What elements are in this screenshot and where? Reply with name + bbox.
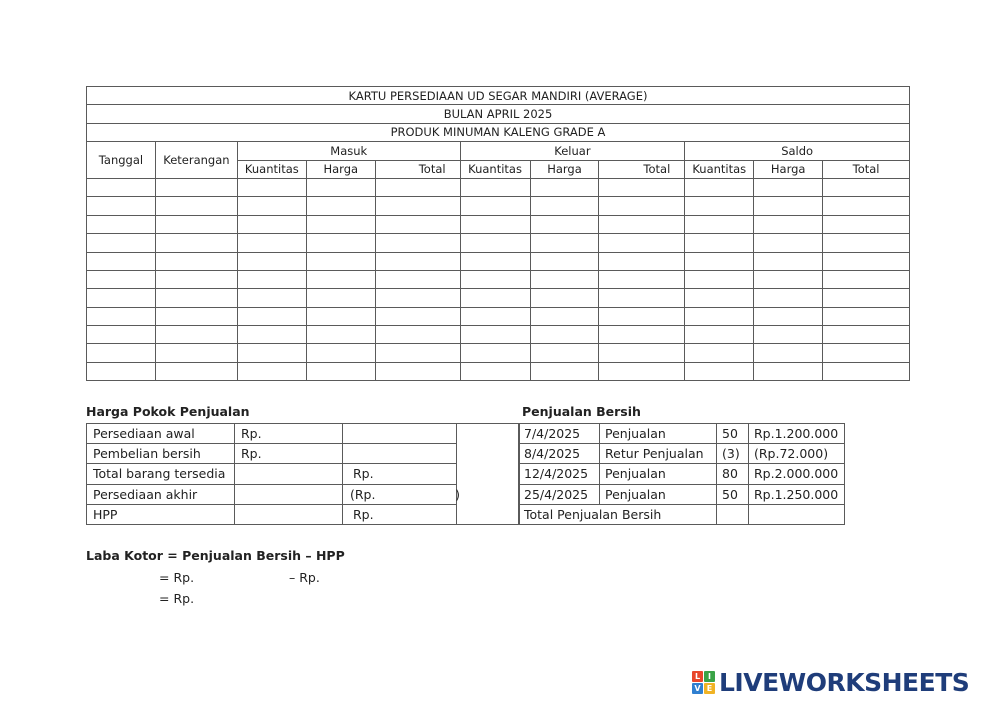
penjualan-desc: Penjualan — [600, 464, 717, 484]
laba-kotor-title: Laba Kotor = Penjualan Bersih – HPP — [86, 548, 345, 563]
hpp-label: Persediaan akhir — [87, 484, 235, 504]
hpp-row-persediaan-awal — [87, 424, 520, 444]
entry-cell[interactable] — [823, 270, 910, 288]
hpp-value-1[interactable] — [235, 504, 343, 524]
entry-cell[interactable] — [460, 307, 530, 325]
card-title: KARTU PERSEDIAAN UD SEGAR MANDIRI (AVERAGE) — [87, 87, 910, 105]
entry-cell[interactable] — [685, 215, 754, 233]
entry-cell[interactable] — [823, 252, 910, 270]
penjualan-qty: 50 — [717, 484, 749, 504]
hpp-table — [86, 423, 520, 525]
header-masuk-total: Total — [375, 160, 460, 178]
header-keterangan: Keterangan — [155, 142, 237, 179]
entry-cell[interactable] — [754, 344, 823, 362]
hpp-value-1[interactable] — [235, 464, 343, 484]
hpp-row-persediaan-akhir — [87, 484, 520, 504]
entry-cell[interactable] — [155, 289, 237, 307]
penjualan-date: 7/4/2025 — [519, 424, 600, 444]
hpp-value-2-cell[interactable] — [343, 484, 460, 504]
entry-cell[interactable] — [155, 326, 237, 344]
entry-cell[interactable] — [599, 252, 685, 270]
entry-cell[interactable] — [87, 344, 156, 362]
hpp-value-1[interactable] — [235, 484, 343, 504]
hpp-row-hpp — [87, 504, 520, 524]
hpp-label: Persediaan awal — [87, 424, 235, 444]
header-masuk-harga: Harga — [306, 160, 375, 178]
entry-cell[interactable] — [754, 197, 823, 215]
hpp-title: Harga Pokok Penjualan — [86, 404, 250, 419]
entry-cell[interactable] — [685, 197, 754, 215]
entry-cell[interactable] — [306, 326, 375, 344]
entry-cell[interactable] — [155, 234, 237, 252]
entry-cell[interactable] — [237, 307, 306, 325]
entry-cell[interactable] — [823, 307, 910, 325]
penjualan-amount: Rp.1.200.000 — [749, 424, 845, 444]
table-row — [87, 307, 910, 325]
entry-cell[interactable] — [306, 215, 375, 233]
entry-cell[interactable] — [823, 362, 910, 380]
header-saldo-harga: Harga — [754, 160, 823, 178]
title-row — [87, 87, 910, 105]
liveworksheets-logo — [692, 668, 969, 696]
penjualan-date: 8/4/2025 — [519, 444, 600, 464]
entry-cell[interactable] — [530, 362, 599, 380]
liveworksheets-grid-icon — [692, 671, 715, 694]
entry-cell[interactable] — [530, 197, 599, 215]
hpp-value-2[interactable]: Rp. — [343, 464, 457, 484]
penjualan-qty: (3) — [717, 444, 749, 464]
entry-cell[interactable] — [685, 252, 754, 270]
entry-cell[interactable] — [754, 362, 823, 380]
entry-cell[interactable] — [599, 178, 685, 196]
entry-cell[interactable] — [530, 326, 599, 344]
hpp-label: Total barang tersedia — [87, 464, 235, 484]
laba-line-1-a: = Rp. — [159, 570, 195, 585]
entry-cell[interactable] — [599, 197, 685, 215]
penjualan-qty: 50 — [717, 424, 749, 444]
entry-cell[interactable] — [823, 234, 910, 252]
entry-cell[interactable] — [87, 289, 156, 307]
card-period: BULAN APRIL 2025 — [87, 105, 910, 123]
entry-cell[interactable] — [685, 234, 754, 252]
penjualan-amount: (Rp.72.000) — [749, 444, 845, 464]
entry-cell[interactable] — [306, 289, 375, 307]
laba-line-2: = Rp. — [159, 591, 195, 606]
entry-cell[interactable] — [599, 270, 685, 288]
entry-cell[interactable] — [685, 362, 754, 380]
entry-cell[interactable] — [460, 270, 530, 288]
entry-cell[interactable] — [460, 252, 530, 270]
entry-cell[interactable] — [375, 289, 460, 307]
hpp-value-2[interactable] — [343, 444, 457, 464]
penjualan-total-label: Total Penjualan Bersih — [519, 504, 717, 524]
penjualan-date: 12/4/2025 — [519, 464, 600, 484]
hpp-row-pembelian-bersih — [87, 444, 520, 464]
entry-cell[interactable] — [460, 344, 530, 362]
hpp-value-1[interactable]: Rp. — [235, 424, 343, 444]
entry-cell[interactable] — [460, 362, 530, 380]
header-saldo-kuantitas: Kuantitas — [685, 160, 754, 178]
entry-cell[interactable] — [685, 344, 754, 362]
penjualan-table — [518, 423, 845, 525]
entry-cell[interactable] — [375, 234, 460, 252]
entry-cell[interactable] — [155, 307, 237, 325]
penjualan-amount: Rp.1.250.000 — [749, 484, 845, 504]
entry-cell[interactable] — [530, 307, 599, 325]
entry-cell[interactable] — [306, 197, 375, 215]
entry-cell[interactable] — [155, 215, 237, 233]
table-row — [87, 289, 910, 307]
entry-cell[interactable] — [460, 234, 530, 252]
entry-cell[interactable] — [530, 178, 599, 196]
card-product: PRODUK MINUMAN KALENG GRADE A — [87, 123, 910, 141]
entry-cell[interactable] — [155, 197, 237, 215]
entry-cell[interactable] — [237, 215, 306, 233]
hpp-row-total-barang — [87, 464, 520, 484]
entry-cell[interactable] — [306, 178, 375, 196]
entry-cell[interactable] — [306, 252, 375, 270]
table-row — [87, 252, 910, 270]
entry-cell[interactable] — [685, 307, 754, 325]
table-row — [87, 344, 910, 362]
header-masuk: Masuk — [237, 142, 460, 160]
entry-cell[interactable] — [237, 197, 306, 215]
entry-cell[interactable] — [599, 215, 685, 233]
logo-letter-l: L — [692, 671, 703, 682]
entry-cell[interactable] — [530, 252, 599, 270]
entry-cell[interactable] — [87, 252, 156, 270]
entry-cell[interactable] — [599, 362, 685, 380]
entry-cell[interactable] — [375, 252, 460, 270]
entry-cell[interactable] — [823, 289, 910, 307]
entry-cell[interactable] — [87, 215, 156, 233]
entry-cell[interactable] — [375, 215, 460, 233]
table-row — [87, 326, 910, 344]
logo-letter-e: E — [704, 683, 715, 694]
penjualan-qty: 80 — [717, 464, 749, 484]
entry-cell[interactable] — [823, 326, 910, 344]
penjualan-title: Penjualan Bersih — [522, 404, 641, 419]
entry-cell[interactable] — [155, 270, 237, 288]
table-row — [87, 178, 910, 196]
hpp-label: Pembelian bersih — [87, 444, 235, 464]
entry-cell[interactable] — [754, 178, 823, 196]
entry-cell[interactable] — [375, 270, 460, 288]
entry-cell[interactable] — [306, 344, 375, 362]
group-header-row — [87, 142, 910, 160]
entry-cell[interactable] — [87, 197, 156, 215]
entry-cell[interactable] — [460, 215, 530, 233]
table-row — [87, 362, 910, 380]
penjualan-total-qty[interactable] — [717, 504, 749, 524]
entry-cell[interactable] — [87, 307, 156, 325]
hpp-value-2[interactable] — [343, 424, 457, 444]
entry-cell[interactable] — [375, 307, 460, 325]
penjualan-total-amount[interactable] — [749, 504, 845, 524]
hpp-blank-column — [457, 424, 520, 525]
entry-cell[interactable] — [375, 197, 460, 215]
penjualan-row — [519, 464, 845, 484]
entry-cell[interactable] — [599, 307, 685, 325]
entry-cell[interactable] — [460, 197, 530, 215]
entry-cell[interactable] — [155, 344, 237, 362]
header-keluar: Keluar — [460, 142, 685, 160]
entry-cell[interactable] — [460, 326, 530, 344]
entry-cell[interactable] — [87, 178, 156, 196]
entry-cell[interactable] — [754, 289, 823, 307]
subtitle-row — [87, 105, 910, 123]
penjualan-desc: Penjualan — [600, 424, 717, 444]
entry-cell[interactable] — [375, 344, 460, 362]
entry-cell[interactable] — [237, 270, 306, 288]
penjualan-desc: Retur Penjualan — [600, 444, 717, 464]
entry-cell[interactable] — [87, 270, 156, 288]
penjualan-row — [519, 444, 845, 464]
entry-cell[interactable] — [306, 307, 375, 325]
entry-cell[interactable] — [685, 289, 754, 307]
header-saldo: Saldo — [685, 142, 910, 160]
hpp-value-2[interactable]: Rp. — [343, 504, 457, 524]
entry-cell[interactable] — [685, 270, 754, 288]
table-row — [87, 270, 910, 288]
entry-cell[interactable] — [306, 362, 375, 380]
header-keluar-harga: Harga — [530, 160, 599, 178]
header-tanggal: Tanggal — [87, 142, 156, 179]
entry-cell[interactable] — [754, 252, 823, 270]
entry-cell[interactable] — [237, 326, 306, 344]
entry-cell[interactable] — [155, 362, 237, 380]
entry-cell[interactable] — [306, 234, 375, 252]
entry-cell[interactable] — [237, 234, 306, 252]
header-masuk-kuantitas: Kuantitas — [237, 160, 306, 178]
penjualan-total-row — [519, 504, 845, 524]
entry-cell[interactable] — [599, 344, 685, 362]
entry-cell[interactable] — [823, 178, 910, 196]
laba-line-1-b: – Rp. — [289, 570, 320, 585]
entry-cell[interactable] — [375, 362, 460, 380]
penjualan-row — [519, 484, 845, 504]
entry-cell[interactable] — [599, 289, 685, 307]
entry-cell[interactable] — [237, 289, 306, 307]
entry-cell[interactable] — [460, 289, 530, 307]
entry-cell[interactable] — [237, 178, 306, 196]
entry-cell[interactable] — [530, 289, 599, 307]
entry-cell[interactable] — [599, 326, 685, 344]
entry-cell[interactable] — [87, 326, 156, 344]
entry-cell[interactable] — [599, 234, 685, 252]
entry-cell[interactable] — [237, 252, 306, 270]
entry-cell[interactable] — [685, 326, 754, 344]
entry-cell[interactable] — [237, 344, 306, 362]
hpp-value-1[interactable]: Rp. — [235, 444, 343, 464]
header-keluar-kuantitas: Kuantitas — [460, 160, 530, 178]
entry-cell[interactable] — [530, 270, 599, 288]
penjualan-row — [519, 424, 845, 444]
entry-cell[interactable] — [87, 362, 156, 380]
entry-cell[interactable] — [155, 252, 237, 270]
entry-cell[interactable] — [306, 270, 375, 288]
logo-letter-i: I — [704, 671, 715, 682]
entry-cell[interactable] — [375, 326, 460, 344]
logo-letter-v: V — [692, 683, 703, 694]
hpp-label: HPP — [87, 504, 235, 524]
header-keluar-total: Total — [599, 160, 685, 178]
entry-cell[interactable] — [754, 270, 823, 288]
entry-cell[interactable] — [155, 178, 237, 196]
penjualan-amount: Rp.2.000.000 — [749, 464, 845, 484]
entry-cell[interactable] — [823, 215, 910, 233]
header-saldo-total: Total — [823, 160, 910, 178]
entry-cell[interactable] — [237, 362, 306, 380]
entry-cell[interactable] — [375, 178, 460, 196]
product-row — [87, 123, 910, 141]
entry-cell[interactable] — [87, 234, 156, 252]
entry-cell[interactable] — [823, 197, 910, 215]
closing-paren: ) — [455, 486, 460, 502]
entry-cell[interactable] — [460, 178, 530, 196]
hpp-value-2: (Rp. — [350, 486, 376, 502]
table-row — [87, 215, 910, 233]
entry-cell[interactable] — [754, 234, 823, 252]
entry-cell[interactable] — [754, 215, 823, 233]
table-row — [87, 197, 910, 215]
entry-cell[interactable] — [754, 307, 823, 325]
inventory-card-table — [86, 86, 910, 381]
entry-cell[interactable] — [823, 344, 910, 362]
entry-cell[interactable] — [754, 326, 823, 344]
logo-text: LIVEWORKSHEETS — [719, 667, 970, 697]
entry-cell[interactable] — [530, 344, 599, 362]
entry-cell[interactable] — [530, 215, 599, 233]
entry-cell[interactable] — [530, 234, 599, 252]
penjualan-desc: Penjualan — [600, 484, 717, 504]
penjualan-date: 25/4/2025 — [519, 484, 600, 504]
entry-cell[interactable] — [685, 178, 754, 196]
table-row — [87, 234, 910, 252]
